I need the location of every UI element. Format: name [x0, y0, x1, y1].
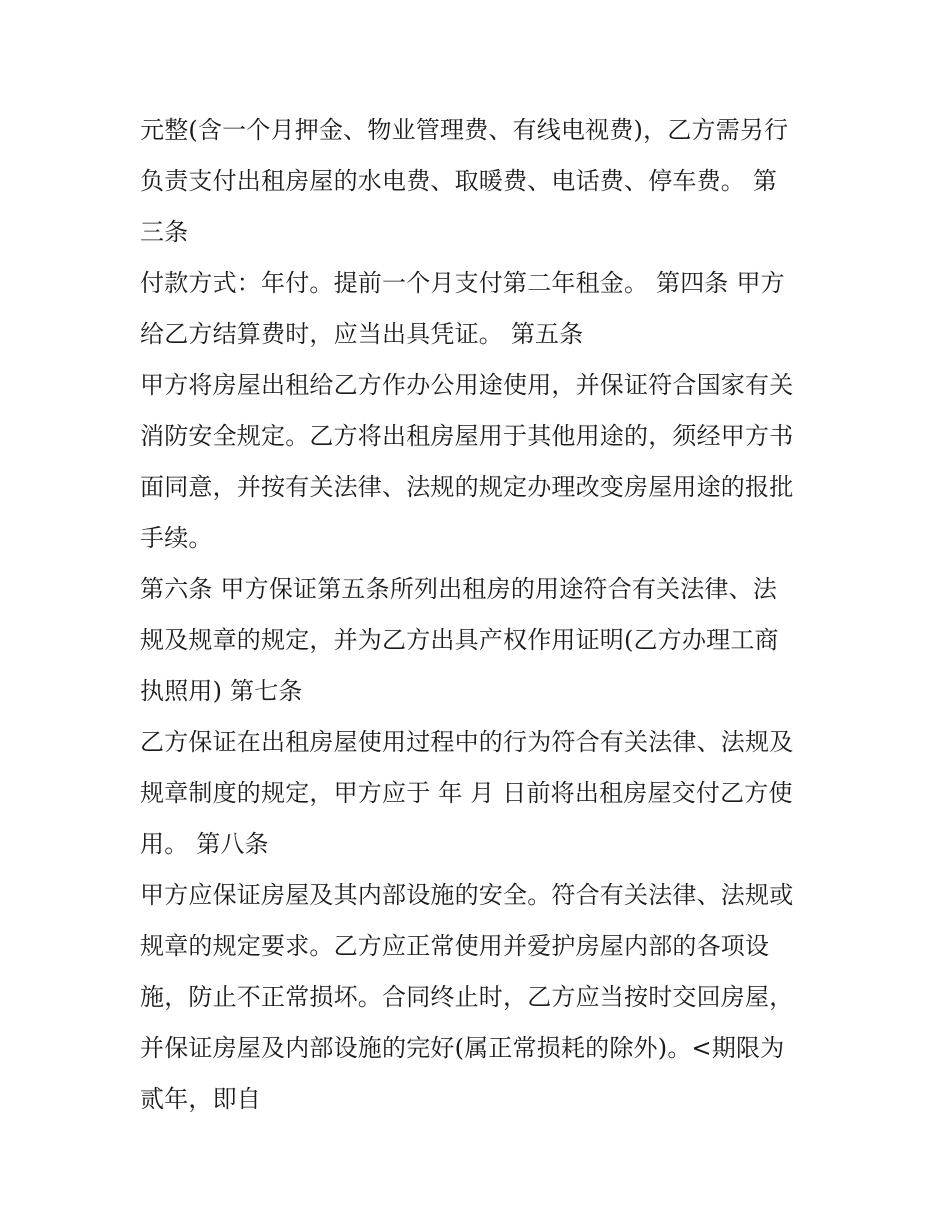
- text-line: 给乙方结算费时，应当出具凭证。 第五条: [140, 320, 584, 348]
- text-line: 付款方式：年付。提前一个月支付第二年租金。 第四条 甲方: [140, 269, 785, 297]
- text-line: 第六条 甲方保证第五条所列出租房的用途符合有关法律、法: [140, 575, 778, 603]
- text-line: 用。 第八条: [140, 830, 269, 858]
- text-line: 甲方应保证房屋及其内部设施的安全。符合有关法律、法规或: [140, 881, 794, 909]
- text-line: 消防安全规定。乙方将出租房屋用于其他用途的，须经甲方书: [140, 422, 794, 450]
- text-line: 规及规章的规定，并为乙方出具产权作用证明(乙方办理工商: [140, 626, 779, 654]
- text-line: 并保证房屋及内部设施的完好(属正常损耗的除外)。<期限为: [140, 1034, 785, 1062]
- text-line: 元整(含一个月押金、物业管理费、有线电视费)，乙方需另行: [140, 116, 789, 144]
- text-line: 甲方将房屋出租给乙方作办公用途使用，并保证符合国家有关: [140, 371, 794, 399]
- text-line: 三条: [140, 218, 189, 246]
- text-line: 手续。: [140, 524, 213, 552]
- text-line: 施，防止不正常损坏。合同终止时，乙方应当按时交回房屋，: [140, 983, 794, 1011]
- text-line: 执照用) 第七条: [140, 677, 303, 705]
- text-line: 规章的规定要求。乙方应正常使用并爱护房屋内部的各项设: [140, 932, 770, 960]
- text-line: 贰年，即自: [140, 1085, 261, 1113]
- text-line: 规章制度的规定，甲方应于 年 月 日前将出租房屋交付乙方使: [140, 779, 793, 807]
- text-line: 乙方保证在出租房屋使用过程中的行为符合有关法律、法规及: [140, 728, 794, 756]
- contract-text-block: [140, 105, 820, 1125]
- text-line: 面同意，并按有关法律、法规的规定办理改变房屋用途的报批: [140, 473, 794, 501]
- text-line: 负责支付出租房屋的水电费、取暖费、电话费、停车费。 第: [140, 167, 778, 195]
